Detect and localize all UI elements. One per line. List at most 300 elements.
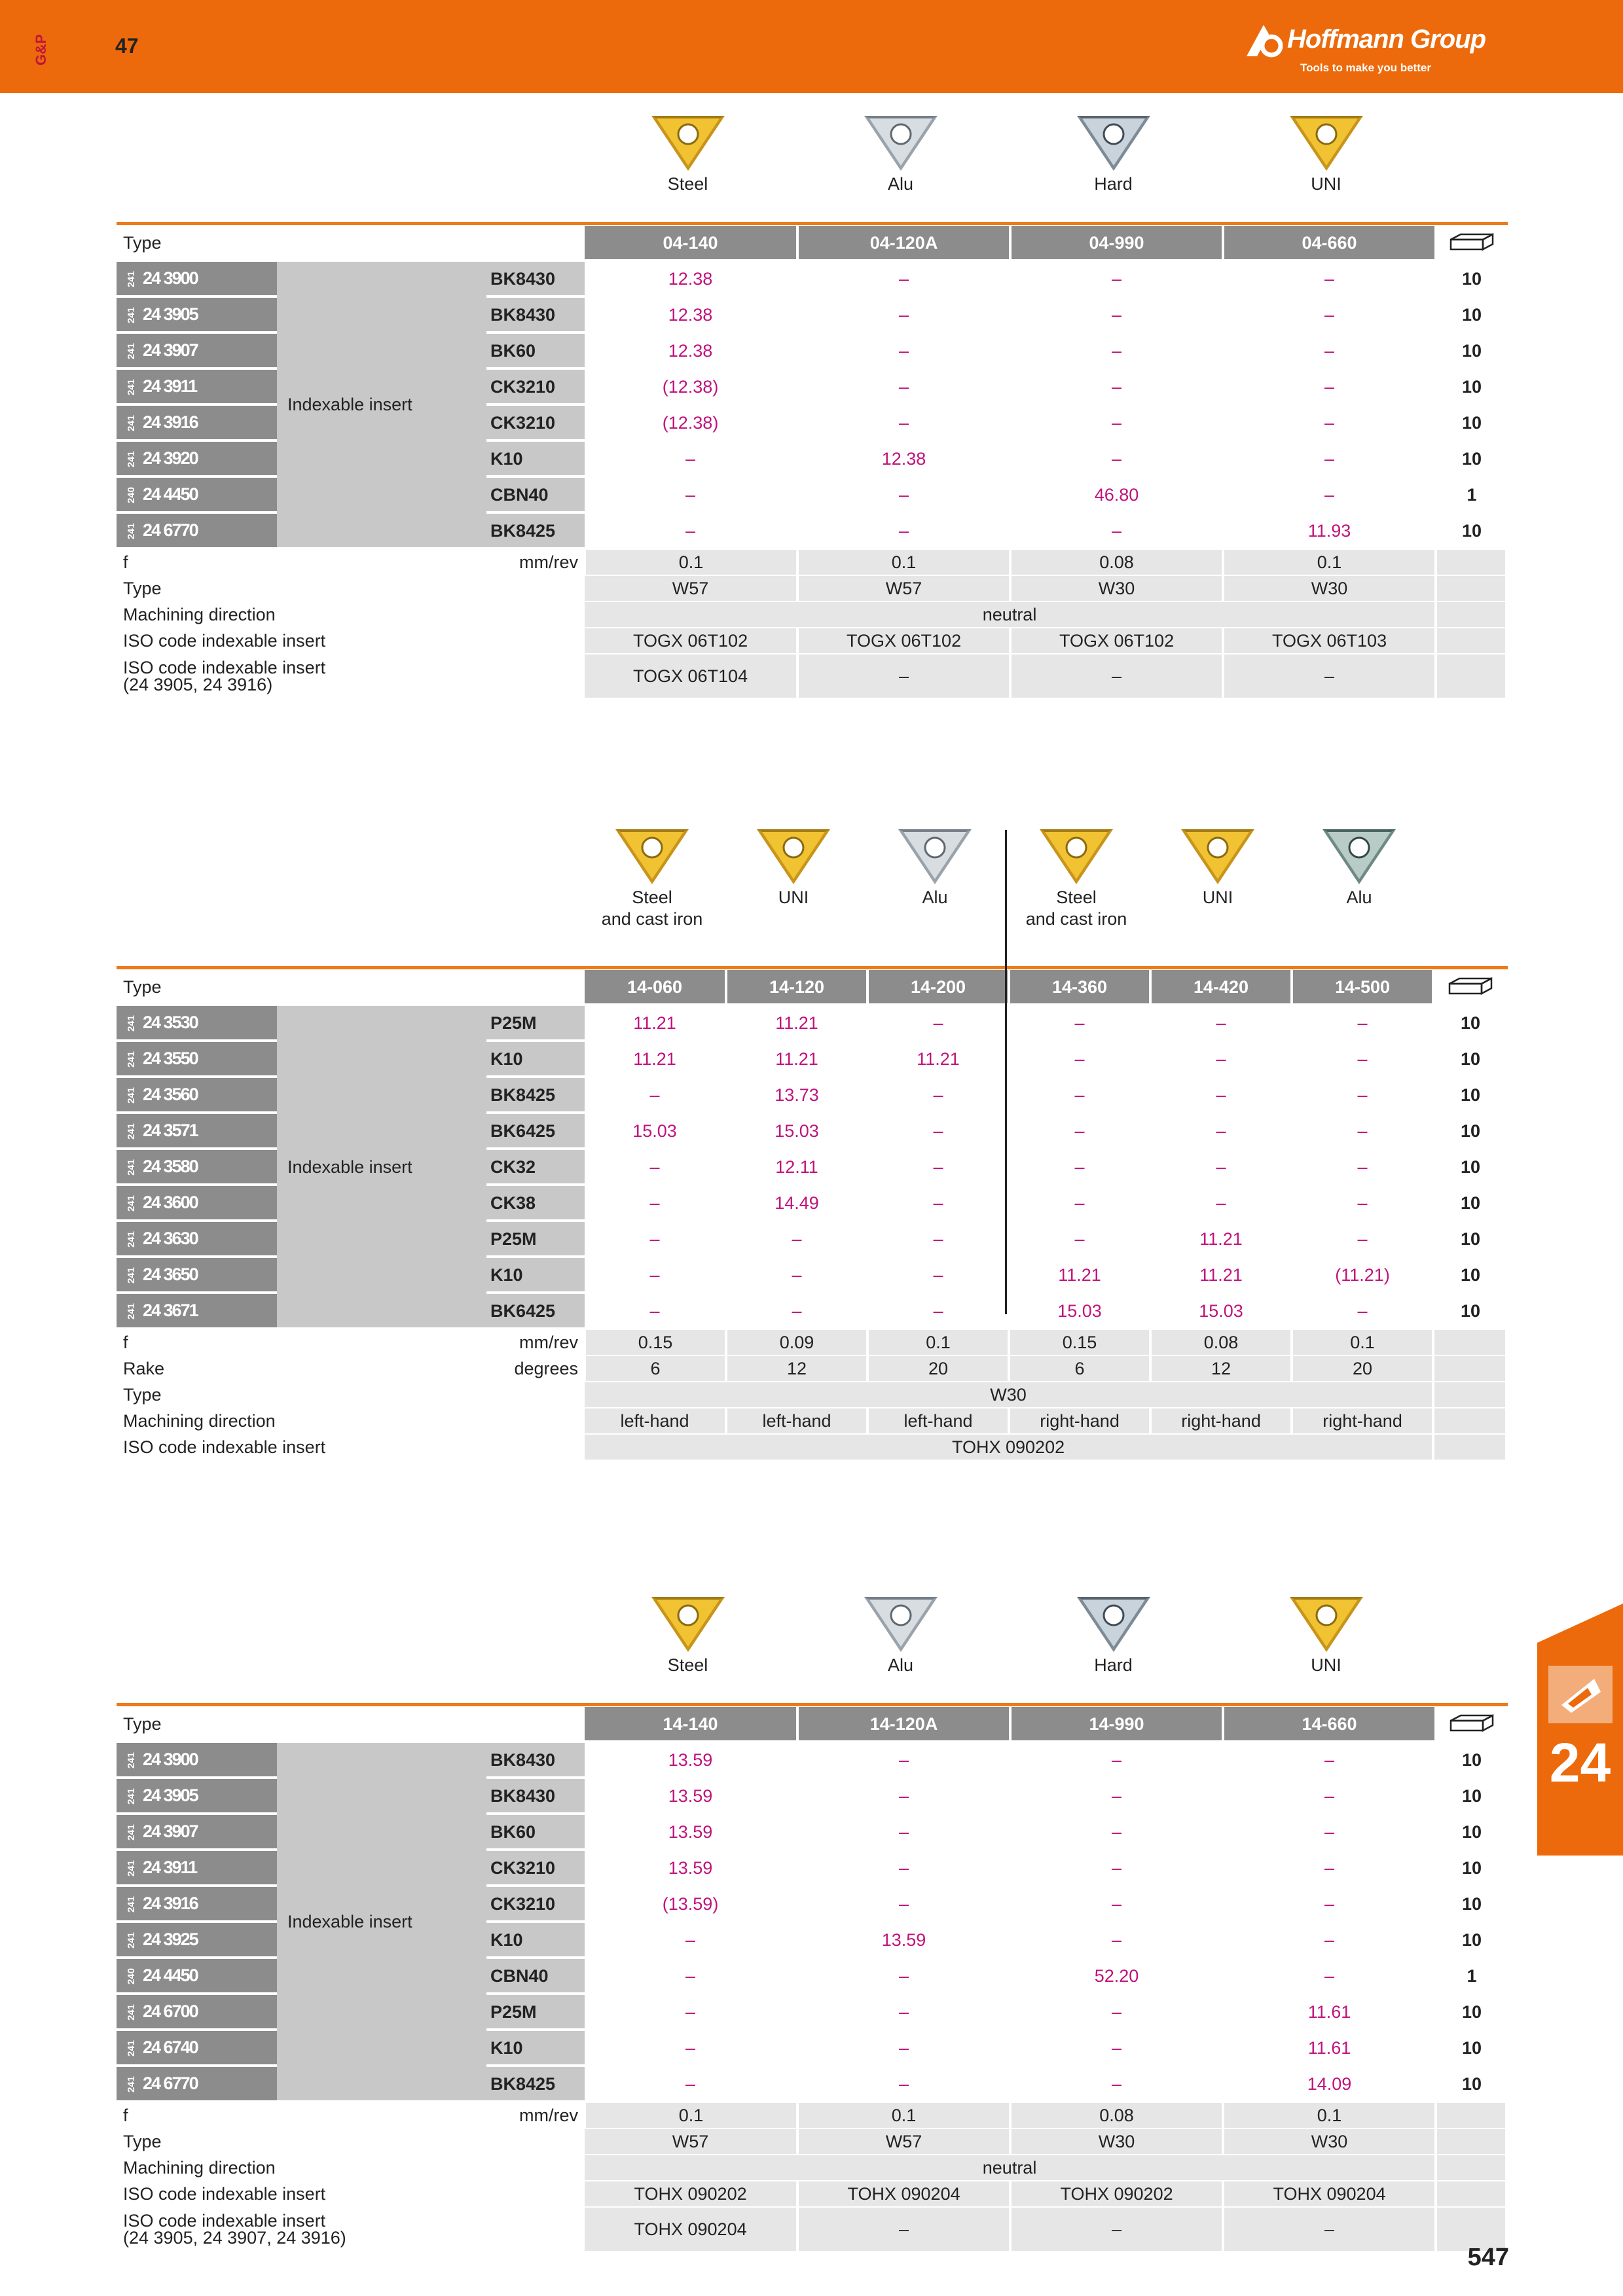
pack-quantity: 10 (1436, 1814, 1506, 1850)
direction-row-value-3: left-hand (867, 1408, 1009, 1434)
insert-image-3 (1042, 108, 1186, 195)
type-label: Type (117, 970, 585, 1005)
price-5: 11.21 (1150, 1257, 1292, 1293)
price-1: – (585, 1077, 726, 1113)
price-4: – (1223, 1742, 1436, 1778)
price-5: – (1150, 1113, 1292, 1149)
iso-row-blank (1436, 628, 1506, 654)
price-3: – (1010, 296, 1223, 332)
article-number[interactable] (117, 1041, 277, 1077)
direction-row-value-2: left-hand (726, 1408, 867, 1434)
price-4: – (1009, 1113, 1150, 1149)
article-number[interactable] (117, 1257, 277, 1293)
article-prefix: 241 (126, 1159, 137, 1176)
article-number[interactable] (117, 476, 277, 512)
feed-row-value-5: 0.08 (1150, 1329, 1292, 1355)
type2-row-value-2: W57 (797, 2128, 1010, 2155)
price-3: – (1010, 1850, 1223, 1886)
price-3: – (1010, 368, 1223, 404)
type2-row (117, 1382, 1506, 1408)
price-1: – (585, 440, 797, 476)
material-label: UNI (1311, 1655, 1341, 1675)
direction-row-blank (1436, 601, 1506, 628)
price-4: – (1223, 368, 1436, 404)
price-4: 11.61 (1223, 2030, 1436, 2066)
price-5: – (1150, 1005, 1292, 1041)
article-text: 24 3600 (143, 1192, 198, 1212)
price-3: – (867, 1221, 1009, 1257)
price-2: 13.59 (797, 1922, 1010, 1958)
rake-row (117, 1355, 1506, 1382)
pack-quantity: 10 (1436, 1850, 1506, 1886)
type-header-row (117, 970, 1506, 1005)
article-number[interactable] (117, 332, 277, 368)
type2-row-value-4: W30 (1223, 2128, 1436, 2155)
article-text: 24 3916 (143, 1893, 198, 1913)
article-prefix: 241 (126, 2040, 137, 2057)
pack-quantity: 10 (1436, 512, 1506, 548)
article-number[interactable] (117, 1850, 277, 1886)
iso-row-value-1: TOHX 090202 (585, 2181, 797, 2207)
price-1: – (585, 1185, 726, 1221)
article-number[interactable] (117, 1113, 277, 1149)
feed-row-blank (1436, 548, 1506, 575)
table-row[interactable] (117, 1005, 1506, 1041)
price-1: 15.03 (585, 1113, 726, 1149)
iso2-row-blank (1436, 654, 1506, 698)
article-number[interactable] (117, 1814, 277, 1850)
feed-row-value-2: 0.1 (797, 548, 1010, 575)
price-1: – (585, 2030, 797, 2066)
price-1: – (585, 1293, 726, 1329)
iso-row-blank (1433, 1434, 1506, 1460)
pack-quantity: 10 (1436, 1778, 1506, 1814)
logo-tagline: Tools to make you better (1300, 62, 1431, 74)
price-3: – (1010, 332, 1223, 368)
feed-row-unit: mm/rev (486, 2102, 585, 2128)
grade: CK3210 (486, 1886, 585, 1922)
grade: CBN40 (486, 476, 585, 512)
article-prefix: 241 (126, 1896, 137, 1913)
price-4: 15.03 (1009, 1293, 1150, 1329)
article-text: 24 4450 (143, 484, 198, 504)
iso-row-label: ISO code indexable insert (117, 1434, 585, 1460)
price-1: 12.38 (585, 332, 797, 368)
type-code-1: 14-060 (585, 970, 726, 1005)
iso-row (117, 628, 1506, 654)
price-3: – (867, 1293, 1009, 1329)
price-4: 11.93 (1223, 512, 1436, 548)
iso-row-value-4: TOGX 06T103 (1223, 628, 1436, 654)
header-rule (117, 1703, 1508, 1706)
article-prefix: 241 (126, 1932, 137, 1949)
article-prefix: 241 (126, 415, 137, 432)
type-header-row (117, 226, 1506, 260)
table-row[interactable] (117, 1742, 1506, 1778)
price-3: 52.20 (1010, 1958, 1223, 1994)
pack-quantity: 10 (1436, 332, 1506, 368)
grade: K10 (486, 1922, 585, 1958)
price-1: 13.59 (585, 1850, 797, 1886)
material-label: Steel (667, 1655, 708, 1675)
material-label: Alu (887, 174, 914, 194)
price-4: – (1223, 1886, 1436, 1922)
article-number[interactable] (117, 2066, 277, 2102)
grade: BK6425 (486, 1293, 585, 1329)
price-2: – (726, 1221, 867, 1257)
grade: K10 (486, 2030, 585, 2066)
pack-quantity: 10 (1433, 1041, 1506, 1077)
article-prefix: 241 (126, 1051, 137, 1068)
insert-silver-icon (862, 108, 940, 173)
insert-gold-icon (613, 821, 691, 887)
price-3: – (867, 1113, 1009, 1149)
price-2: – (797, 296, 1010, 332)
article-number[interactable] (117, 1149, 277, 1185)
price-4: – (1223, 1850, 1436, 1886)
price-2: – (797, 1958, 1010, 1994)
price-3: – (867, 1077, 1009, 1113)
type-code-2: 04-120A (797, 226, 1010, 260)
grade: P25M (486, 1994, 585, 2030)
material-label: UNI (1311, 174, 1341, 194)
price-2: – (797, 512, 1010, 548)
article-number[interactable] (117, 1778, 277, 1814)
iso-row-label: ISO code indexable insert (117, 2181, 585, 2207)
product-description: Indexable insert (277, 1005, 486, 1329)
insert-image-1 (616, 108, 760, 195)
article-prefix: 241 (126, 1788, 137, 1805)
article-text: 24 3550 (143, 1048, 198, 1068)
article-text: 24 3671 (143, 1300, 198, 1320)
price-1: – (585, 476, 797, 512)
label-line: (24 3905, 24 3916) (123, 675, 273, 694)
direction-row-value-5: right-hand (1150, 1408, 1292, 1434)
article-number[interactable] (117, 1922, 277, 1958)
price-2: 13.73 (726, 1077, 867, 1113)
price-4: – (1009, 1005, 1150, 1041)
type2-row-blank (1436, 575, 1506, 601)
iso2-row-value-1: TOGX 06T104 (585, 654, 797, 698)
header-rule (117, 966, 1508, 969)
price-4: – (1223, 404, 1436, 440)
iso2-row-value-2: – (797, 2207, 1010, 2251)
price-1: 11.21 (585, 1041, 726, 1077)
feed-row-label: f (117, 2102, 486, 2128)
insert-image-4 (1004, 821, 1148, 930)
feed-row-label: f (117, 548, 486, 575)
insert-image-3 (863, 821, 1007, 908)
label-line: ISO code indexable insert (123, 2211, 326, 2231)
insert-image-4 (1254, 108, 1398, 195)
feed-row-unit: mm/rev (486, 548, 585, 575)
material-label: Steel (667, 174, 708, 194)
rake-row-value-4: 6 (1009, 1355, 1150, 1382)
iso-row-value-3: TOHX 090202 (1010, 2181, 1223, 2207)
article-prefix: 241 (126, 1087, 137, 1104)
price-6: (11.21) (1292, 1257, 1433, 1293)
price-3: – (867, 1257, 1009, 1293)
iso-row-value-3: TOGX 06T102 (1010, 628, 1223, 654)
insert-hard-icon (1074, 1589, 1153, 1655)
type-code-3: 14-990 (1010, 1707, 1223, 1742)
article-prefix: 241 (126, 1267, 137, 1284)
article-prefix: 241 (126, 343, 137, 360)
type-label: Type (117, 1707, 585, 1742)
price-2: – (726, 1257, 867, 1293)
insert-green-icon (1320, 821, 1398, 887)
article-prefix: 241 (126, 1123, 137, 1140)
insert-image-2 (829, 108, 973, 195)
article-number[interactable] (117, 512, 277, 548)
package-icon (1448, 976, 1493, 996)
type-code-4: 14-360 (1009, 970, 1150, 1005)
price-4: – (1223, 332, 1436, 368)
article-prefix: 241 (126, 1303, 137, 1320)
article-prefix: 241 (126, 2004, 137, 2021)
price-2: – (797, 368, 1010, 404)
product-table (117, 1707, 1508, 2252)
material-label: Alu (922, 888, 948, 907)
grade: CK3210 (486, 404, 585, 440)
price-5: 11.21 (1150, 1221, 1292, 1257)
price-3: 11.21 (867, 1041, 1009, 1077)
article-number[interactable] (117, 1886, 277, 1922)
iso-row-value-2: TOGX 06T102 (797, 628, 1010, 654)
section-tab[interactable] (1537, 1604, 1623, 1856)
type2-row-value: W30 (585, 1382, 1433, 1408)
insert-image-1 (616, 1589, 760, 1676)
price-2: – (797, 1778, 1010, 1814)
price-3: – (1010, 512, 1223, 548)
price-3: – (867, 1185, 1009, 1221)
feed-row-blank (1433, 1329, 1506, 1355)
price-3: – (867, 1005, 1009, 1041)
price-4: 11.61 (1223, 1994, 1436, 2030)
article-number[interactable] (117, 2030, 277, 2066)
article-text: 24 3907 (143, 340, 198, 360)
rake-row-value-6: 20 (1292, 1355, 1433, 1382)
package-header (1433, 970, 1506, 1005)
price-1: – (585, 1958, 797, 1994)
price-4: – (1223, 1814, 1436, 1850)
rake-row-value-3: 20 (867, 1355, 1009, 1382)
article-number[interactable] (117, 404, 277, 440)
direction-row-label: Machining direction (117, 2155, 585, 2181)
price-4: – (1009, 1077, 1150, 1113)
iso2-row (117, 654, 1506, 698)
article-number[interactable] (117, 440, 277, 476)
material-label: Hard (1094, 1655, 1133, 1675)
package-header (1436, 1707, 1506, 1742)
price-3: – (1010, 1922, 1223, 1958)
grade: BK6425 (486, 1113, 585, 1149)
price-1: – (585, 512, 797, 548)
article-prefix: 240 (126, 1968, 137, 1985)
price-4: – (1009, 1149, 1150, 1185)
type-code-4: 14-660 (1223, 1707, 1436, 1742)
side-code: G&P (33, 34, 49, 65)
article-number[interactable] (117, 1293, 277, 1329)
rake-row-label: Rake (117, 1355, 486, 1382)
price-3: – (1010, 260, 1223, 296)
direction-row-value-6: right-hand (1292, 1408, 1433, 1434)
iso-row (117, 2181, 1506, 2207)
price-4: – (1009, 1221, 1150, 1257)
iso2-row (117, 2207, 1506, 2251)
article-text: 24 3571 (143, 1120, 198, 1140)
direction-row (117, 1408, 1506, 1434)
insert-image-4 (1254, 1589, 1398, 1676)
insert-gold-icon (649, 108, 727, 173)
price-3: – (1010, 2066, 1223, 2102)
price-5: 15.03 (1150, 1293, 1292, 1329)
article-prefix: 241 (126, 1824, 137, 1841)
type-code-4: 04-660 (1223, 226, 1436, 260)
feed-row-value-1: 0.1 (585, 2102, 797, 2128)
price-4: – (1223, 440, 1436, 476)
price-3: – (1010, 440, 1223, 476)
logo-name: Hoffmann Group (1287, 25, 1486, 54)
direction-row-value: neutral (585, 2155, 1436, 2181)
pack-quantity: 10 (1433, 1149, 1506, 1185)
insert-gold-icon (1287, 108, 1366, 173)
type2-row-blank (1436, 2128, 1506, 2155)
header-rule (117, 222, 1508, 225)
iso2-row-label (117, 654, 585, 698)
article-number[interactable] (117, 1185, 277, 1221)
price-2: – (726, 1293, 867, 1329)
price-1: – (585, 1257, 726, 1293)
grade: CK3210 (486, 1850, 585, 1886)
article-text: 24 6740 (143, 2037, 198, 2057)
grade: BK8425 (486, 2066, 585, 2102)
price-4: – (1223, 260, 1436, 296)
pack-quantity: 10 (1436, 404, 1506, 440)
article-number[interactable] (117, 1077, 277, 1113)
article-number[interactable] (117, 1221, 277, 1257)
article-number[interactable] (117, 1958, 277, 1994)
price-3: – (1010, 404, 1223, 440)
price-4: – (1223, 476, 1436, 512)
feed-row-value-4: 0.1 (1223, 548, 1436, 575)
feed-row-value-1: 0.1 (585, 548, 797, 575)
material-label: and cast iron (1025, 909, 1127, 929)
package-header (1436, 226, 1506, 260)
price-6: – (1292, 1005, 1433, 1041)
article-number[interactable] (117, 368, 277, 404)
price-4: 11.21 (1009, 1257, 1150, 1293)
iso2-row-value-3: – (1010, 2207, 1223, 2251)
feed-row-value-3: 0.08 (1010, 548, 1223, 575)
feed-row-value-3: 0.08 (1010, 2102, 1223, 2128)
price-2: – (797, 260, 1010, 296)
price-5: – (1150, 1077, 1292, 1113)
pack-quantity: 10 (1433, 1221, 1506, 1257)
article-prefix: 241 (126, 1231, 137, 1248)
type-code-1: 14-140 (585, 1707, 797, 1742)
type-code-2: 14-120 (726, 970, 867, 1005)
article-number[interactable] (117, 296, 277, 332)
article-prefix: 241 (126, 451, 137, 468)
type-code-3: 14-200 (867, 970, 1009, 1005)
price-2: 15.03 (726, 1113, 867, 1149)
price-3: – (1010, 1886, 1223, 1922)
direction-row-blank (1436, 2155, 1506, 2181)
price-4: – (1223, 1778, 1436, 1814)
price-1: – (585, 1994, 797, 2030)
pack-quantity: 1 (1436, 476, 1506, 512)
feed-row-unit: mm/rev (486, 1329, 585, 1355)
price-5: – (1150, 1041, 1292, 1077)
article-number[interactable] (117, 1742, 277, 1778)
rake-row-blank (1433, 1355, 1506, 1382)
feed-row (117, 2102, 1506, 2128)
insert-image-3 (1042, 1589, 1186, 1676)
pack-quantity: 10 (1436, 296, 1506, 332)
price-2: – (797, 404, 1010, 440)
turning-insert-icon (1548, 1666, 1613, 1723)
iso-row-blank (1436, 2181, 1506, 2207)
price-2: – (797, 1886, 1010, 1922)
article-text: 24 3907 (143, 1821, 198, 1841)
table-row[interactable] (117, 260, 1506, 296)
article-number[interactable] (117, 1005, 277, 1041)
article-number[interactable] (117, 260, 277, 296)
price-1: – (585, 1221, 726, 1257)
price-6: – (1292, 1293, 1433, 1329)
grade: BK60 (486, 332, 585, 368)
price-1: – (585, 1922, 797, 1958)
article-prefix: 241 (126, 1195, 137, 1212)
direction-row-value-4: right-hand (1009, 1408, 1150, 1434)
feed-row-value-1: 0.15 (585, 1329, 726, 1355)
price-6: – (1292, 1221, 1433, 1257)
article-text: 24 6700 (143, 2001, 198, 2021)
material-label: Alu (1346, 888, 1372, 907)
grade: P25M (486, 1221, 585, 1257)
article-text: 24 4450 (143, 1965, 198, 1985)
price-4: – (1223, 296, 1436, 332)
price-1: (12.38) (585, 404, 797, 440)
iso-row-value-4: TOHX 090204 (1223, 2181, 1436, 2207)
grade: BK8430 (486, 296, 585, 332)
article-text: 24 3905 (143, 304, 198, 324)
insert-image-2 (829, 1589, 973, 1676)
article-number[interactable] (117, 1994, 277, 2030)
price-2: 14.49 (726, 1185, 867, 1221)
type2-row-label: Type (117, 1382, 585, 1408)
direction-row (117, 2155, 1506, 2181)
price-2: – (797, 2066, 1010, 2102)
feed-row-value-6: 0.1 (1292, 1329, 1433, 1355)
grade: K10 (486, 440, 585, 476)
feed-row-value-4: 0.1 (1223, 2102, 1436, 2128)
pack-quantity: 10 (1436, 1886, 1506, 1922)
iso-row (117, 1434, 1506, 1460)
hand-divider (1005, 830, 1007, 1314)
material-label: Steel (1056, 888, 1097, 907)
insert-hard-icon (1074, 108, 1153, 173)
price-5: – (1150, 1149, 1292, 1185)
article-text: 24 3905 (143, 1785, 198, 1805)
pack-quantity: 10 (1436, 1922, 1506, 1958)
pack-quantity: 10 (1436, 440, 1506, 476)
price-1: 12.38 (585, 260, 797, 296)
grade: BK8425 (486, 512, 585, 548)
pack-quantity: 10 (1433, 1113, 1506, 1149)
insert-silver-icon (862, 1589, 940, 1655)
